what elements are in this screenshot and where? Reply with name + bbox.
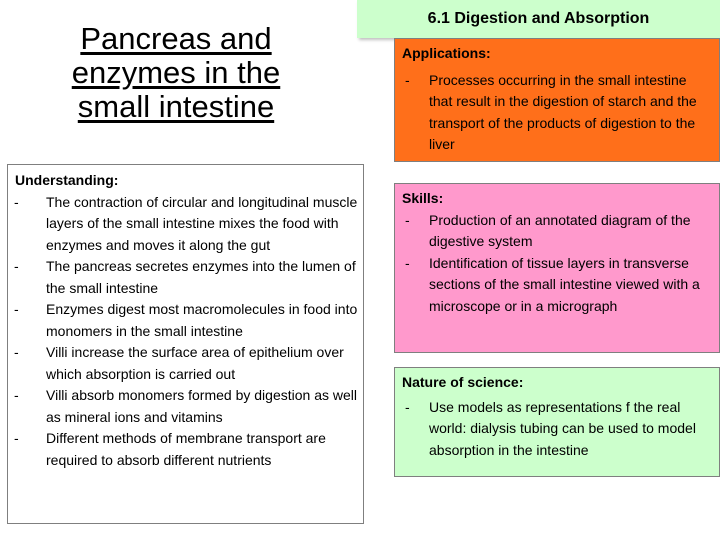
skills-box [394,183,720,353]
list-item: - Identification of tissue layers in transverse sections of the small intestine viewed with a microscope or in a micrograph [399,253,713,318]
nature-of-science-box [394,367,720,477]
list-item: - The contraction of circular and longitudinal muscle layers of the small intestine mixes the food with enzymes and moves it along the gut [12,192,359,257]
list-item: - The pancreas secretes enzymes into the lumen of the small intestine [12,256,359,299]
applications-list [399,70,713,156]
nature-of-science-heading: Nature of science: [402,374,524,390]
topic-label: 6.1 Digestion and Absorption [427,10,650,27]
slide-title: Pancreas and enzymes in the small intestine [71,21,281,124]
list-item: - Use models as representations f the real world: dialysis tubing can be used to model absorption in the intestine [399,397,713,462]
list-item: - Production of an annotated diagram of the digestive system [399,210,713,253]
list-item: - Villi absorb monomers formed by digestion as well as mineral ions and vitamins [12,385,359,428]
topic-banner [357,0,720,38]
skills-list [399,210,713,318]
understanding-box [7,164,364,524]
skills-heading: Skills: [402,190,444,206]
applications-heading: Applications: [402,45,491,61]
list-item: - Different methods of membrane transport are required to absorb different nutrients [12,428,359,471]
list-item: - Enzymes digest most macromolecules in food into monomers in the small intestine [12,299,359,342]
list-item: - Processes occurring in the small intestine that result in the digestion of starch and the transport of the products of digestion to the liver [399,70,713,156]
understanding-list [12,192,359,472]
list-item: - Villi increase the surface area of epithelium over which absorption is carried out [12,342,359,385]
applications-box [394,38,720,162]
understanding-heading: Understanding: [15,172,119,188]
nature-of-science-list [399,397,713,462]
